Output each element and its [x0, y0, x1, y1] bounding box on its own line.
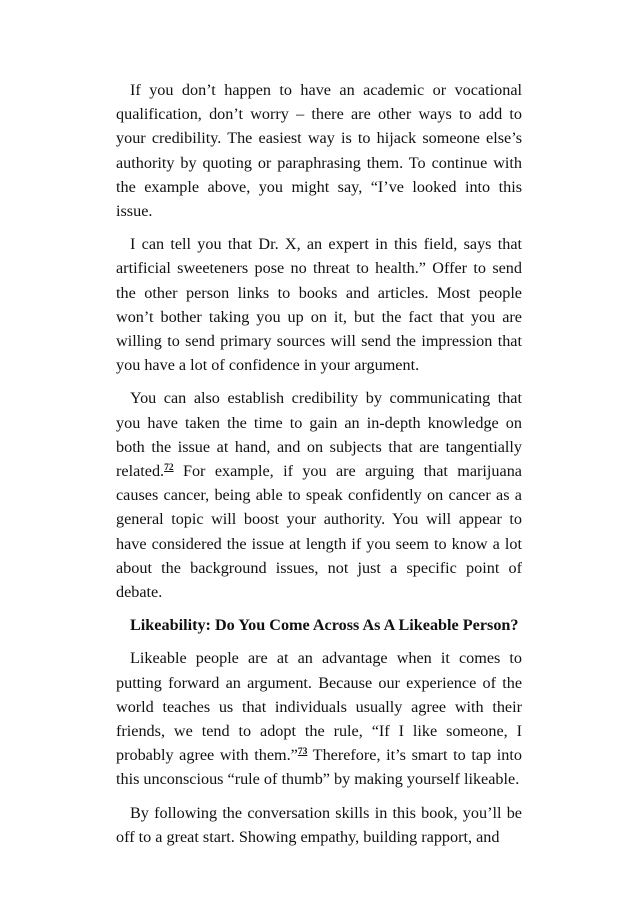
paragraph-text-before-footnote: Likeable people are at an advantage when it comes to putting forward an argument. Because our experience of the world teaches us that individuals usually agree with their friends, we tend to adopt the rule, “If I like someone, I probably agree with them.” — [116, 649, 522, 765]
paragraph-in-depth-knowledge — [116, 386, 522, 604]
document-page — [116, 78, 522, 858]
footnote-ref-73[interactable]: 73 — [297, 747, 308, 758]
paragraph-credibility-hijack: If you don’t happen to have an academic or vocational qualification, don’t worry – there are other ways to add to your credibility. The easiest way is to hijack someone else’s authority by quoting or paraphrasing them. To continue with the example above, you might say, “I’ve looked into this issue. — [116, 81, 522, 221]
footnote-ref-72[interactable]: 72 — [164, 463, 174, 474]
section-heading-likeability: Likeability: Do You Come Across As A Likeable Person? — [130, 616, 519, 635]
paragraph-text-after-footnote: Therefore, it’s smart to tap into this unconscious “rule of thumb” by making yourself likeable. — [116, 746, 522, 789]
paragraph-text-after-footnote: For example, if you are arguing that marijuana causes cancer, being able to speak confidently on cancer as a general topic will boost your authority. You will appear to have considered the issue at length if you seem to know a lot about the background issues, not just a specific point of debate. — [116, 462, 522, 602]
paragraph-text-before-footnote: You can also establish credibility by communicating that you have taken the time to gain an in-depth knowledge on both the issue at hand, and on subjects that are tangentially related. — [116, 389, 522, 481]
paragraph-conversation-skills: By following the conversation skills in this book, you’ll be off to a great start. Showing empathy, building rapport, and — [116, 803, 522, 846]
paragraph-expert-quote: I can tell you that Dr. X, an expert in this field, says that artificial sweeteners pose no threat to health.” Offer to send the other person links to books and articles. Most people won’t bother taking you up on it, but the fact that you are willing to send primary sources will send the impression that you have a lot of confidence in your argument. — [116, 235, 522, 375]
paragraph-likeable-people — [116, 646, 522, 791]
